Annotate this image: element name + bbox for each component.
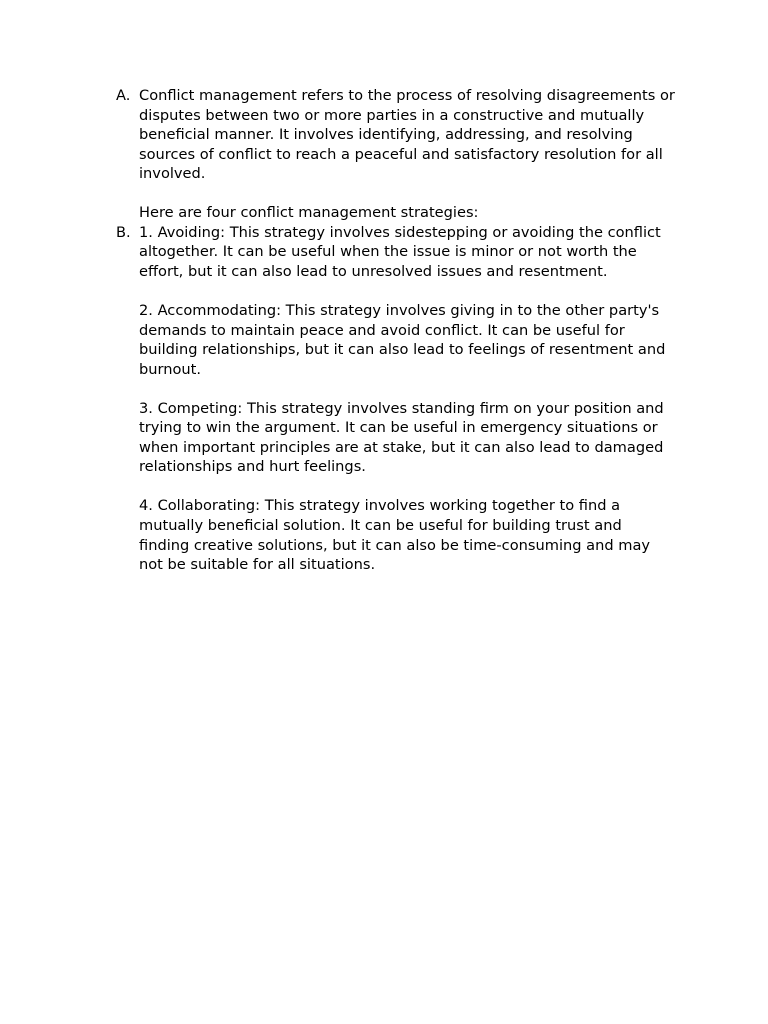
list-item-a xyxy=(116,86,676,223)
paragraph-gap xyxy=(139,379,676,399)
intro-paragraph: Here are four conflict management strategies: xyxy=(139,204,479,222)
lettered-list xyxy=(116,86,676,575)
list-item-content xyxy=(139,223,676,575)
paragraph-gap xyxy=(139,477,676,497)
list-marker: B. xyxy=(116,223,131,241)
list-item-content xyxy=(139,86,676,223)
strategy-collaborating: 4. Collaborating: This strategy involves working together to find a mutually beneficial solution. It can be useful for building trust and finding creative solutions, but it can also be time-consuming and may not be suitable for all situations. xyxy=(139,497,651,574)
strategy-avoiding: 1. Avoiding: This strategy involves sidestepping or avoiding the conflict altogether. It can be useful when the issue is minor or not worth the effort, but it can also lead to unresolved issues and resentment. xyxy=(139,223,661,280)
strategy-competing: 3. Competing: This strategy involves standing firm on your position and trying to win the argument. It can be useful in emergency situations or when important principles are at stake, but it can also lead to damaged relationships and hurt feelings. xyxy=(139,399,664,476)
list-item-b xyxy=(116,223,676,575)
definition-paragraph: Conflict management refers to the process of resolving disagreements or disputes between two or more parties in a constructive and mutually beneficial manner. It involves identifying, addressing, and resolving sources of conflict to reach a peaceful and satisfactory resolution for all involved. xyxy=(139,87,675,183)
paragraph-gap xyxy=(139,184,676,204)
strategy-accommodating: 2. Accommodating: This strategy involves giving in to the other party's demands to maintain peace and avoid conflict. It can be useful for building relationships, but it can also lead to feelings of resentment and burnout. xyxy=(139,302,666,378)
list-marker: A. xyxy=(116,87,131,104)
paragraph-gap xyxy=(139,281,676,301)
